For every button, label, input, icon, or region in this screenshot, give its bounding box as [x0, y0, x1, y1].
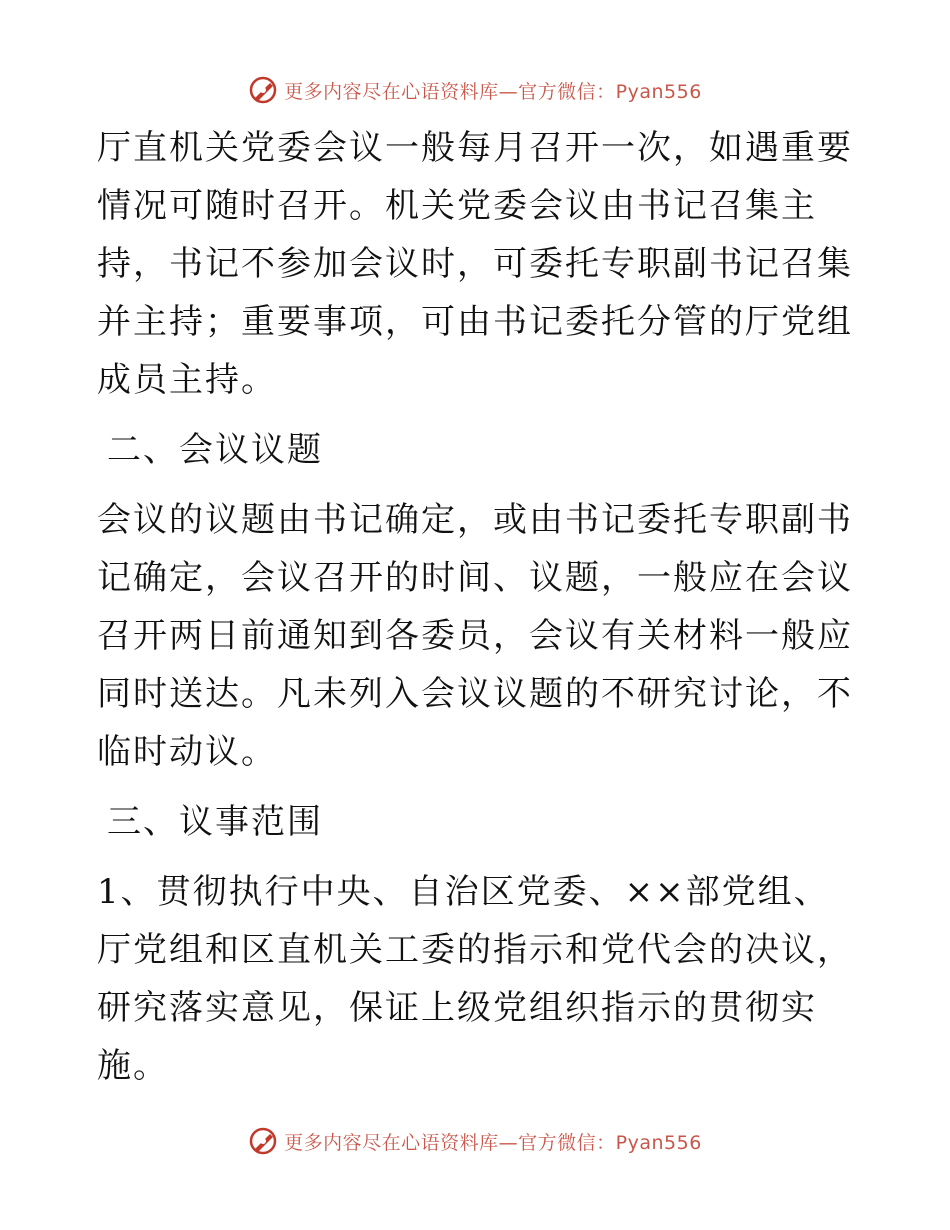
red-pen-circle-logo-icon: [248, 1126, 278, 1156]
footer-watermark-banner: [0, 1121, 950, 1161]
red-pen-circle-logo-icon: [248, 75, 278, 105]
document-body: [97, 119, 857, 1095]
header-watermark-banner: [0, 70, 950, 110]
paragraph-meeting-frequency: 厅直机关党委会议一般每月召开一次，如遇重要情况可随时召开。机关党委会议由书记召集主持，书记不参加会议时，可委托专职副书记召集并主持；重要事项，可由书记委托分管的厅党组成员主持。: [97, 128, 853, 400]
section-heading-meeting-topics: 二、会议议题: [107, 430, 323, 470]
watermark-text: 更多内容尽在心语资料库—官方微信：Pyan556: [284, 1131, 702, 1154]
paragraph-meeting-topics: 会议的议题由书记确定，或由书记委托专职副书记确定，会议召开的时间、议题，一般应在会议召开两日前通知到各委员，会议有关材料一般应同时送达。凡未列入会议议题的不研究讨论，不临时动议。: [97, 500, 853, 772]
watermark-text: 更多内容尽在心语资料库—官方微信：Pyan556: [284, 80, 702, 103]
paragraph-scope-item-1: 1、贯彻执行中央、自治区党委、××部党组、厅党组和区直机关工委的指示和党代会的决议，研究落实意见，保证上级党组织指示的贯彻实施。: [97, 872, 853, 1086]
section-heading-scope: 三、议事范围: [107, 802, 323, 842]
